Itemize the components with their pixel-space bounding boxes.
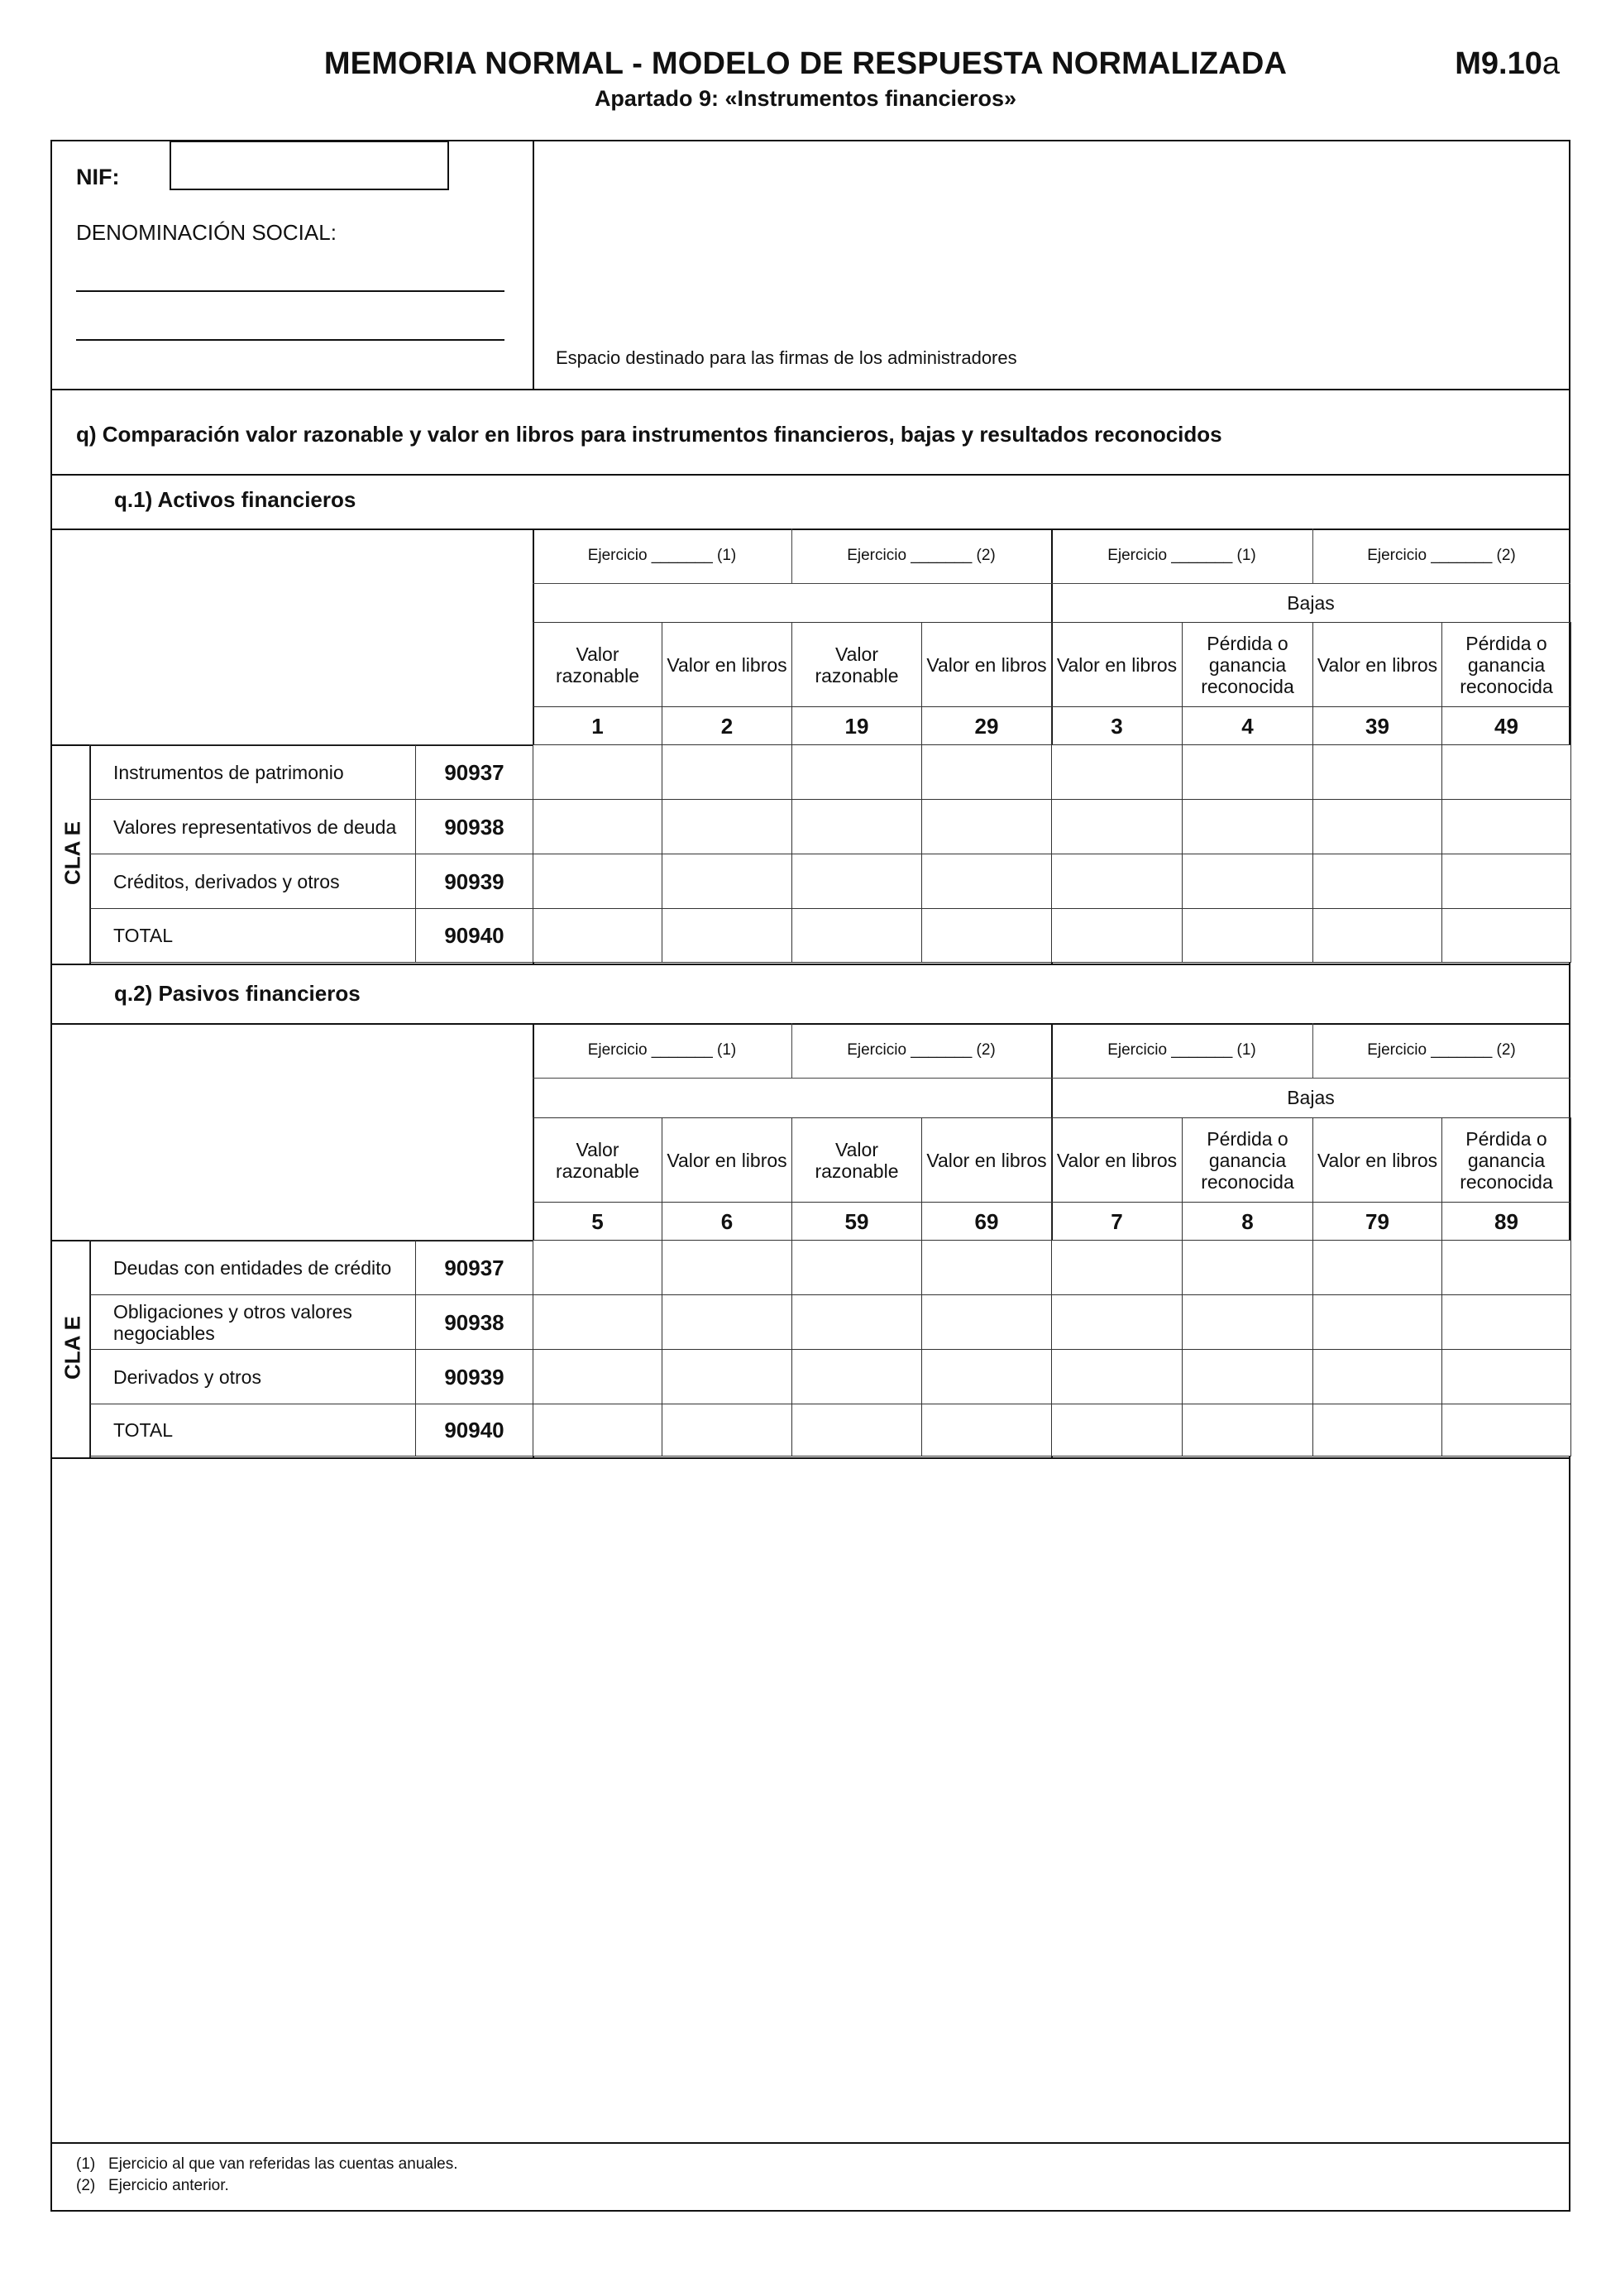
activos-col-number: 3: [1052, 707, 1183, 745]
pasivos-col-number: 8: [1183, 1203, 1313, 1241]
input-cell[interactable]: [1442, 1295, 1571, 1350]
input-cell[interactable]: [1183, 745, 1313, 800]
input-cell[interactable]: [533, 1295, 662, 1350]
footnote-2: (2) Ejercicio anterior.: [76, 2177, 229, 2194]
input-cell[interactable]: [533, 854, 662, 909]
pasivos-ej-bottom: [533, 1078, 1570, 1079]
input-cell[interactable]: [922, 745, 1052, 800]
activos-ejercicio-2: Ejercicio _______ (2): [847, 547, 996, 564]
pasivos-col-number: 69: [922, 1203, 1052, 1241]
activos-col-number: 2: [662, 707, 792, 745]
input-cell[interactable]: [1052, 745, 1183, 800]
page-title: MEMORIA NORMAL - MODELO DE RESPUESTA NORMALIZADA: [323, 46, 1288, 81]
input-cell[interactable]: [1183, 1241, 1313, 1295]
input-cell[interactable]: [922, 854, 1052, 909]
pasivos-col-header: Valor en libros: [1313, 1118, 1442, 1203]
activos-table-bottom: [50, 964, 1570, 965]
activos-ejercicio-3: Ejercicio _______ (1): [1107, 547, 1256, 564]
pasivos-col-header: Valor en libros: [922, 1118, 1052, 1203]
section-q-title: q) Comparación valor razonable y valor en libros para instrumentos financieros, bajas y resultados reconocidos: [76, 422, 1222, 447]
pasivos-clase-label: CLA E: [60, 1315, 85, 1380]
input-cell[interactable]: [1442, 854, 1571, 909]
activos-col-header: Valor razonable: [533, 623, 662, 707]
activos-col-number: 19: [792, 707, 922, 745]
row-label: Deudas con entidades de crédito: [90, 1241, 416, 1295]
input-cell[interactable]: [792, 909, 922, 963]
pasivos-ejercicio-4: Ejercicio _______ (2): [1367, 1041, 1516, 1059]
input-cell[interactable]: [1313, 1295, 1442, 1350]
activos-col-number: 29: [922, 707, 1052, 745]
activos-ej-bottom: [533, 583, 1570, 584]
activos-title-line: [50, 529, 1570, 530]
input-cell[interactable]: [792, 745, 922, 800]
input-cell[interactable]: [1052, 1350, 1183, 1404]
nif-input-box[interactable]: [170, 141, 449, 190]
input-cell[interactable]: [533, 1350, 662, 1404]
row-label: Créditos, derivados y otros: [90, 854, 416, 909]
section-q-top-line: [50, 389, 1570, 390]
row-label: Instrumentos de patrimonio: [90, 745, 416, 800]
input-cell[interactable]: [533, 909, 662, 963]
id-divider: [533, 140, 534, 390]
activos-col-header: Valor en libros: [1313, 623, 1442, 707]
row-label: Derivados y otros: [90, 1350, 416, 1404]
activos-column-headers: [533, 622, 1571, 745]
input-cell[interactable]: [1183, 854, 1313, 909]
pasivos-bajas-label: Bajas: [1287, 1087, 1335, 1108]
input-cell[interactable]: [1052, 1295, 1183, 1350]
input-cell[interactable]: [1313, 1241, 1442, 1295]
input-cell[interactable]: [1052, 909, 1183, 963]
input-cell[interactable]: [1442, 745, 1571, 800]
input-cell[interactable]: [922, 800, 1052, 854]
input-cell[interactable]: [533, 1404, 662, 1457]
input-cell[interactable]: [922, 1295, 1052, 1350]
page-subtitle: Apartado 9: «Instrumentos financieros»: [594, 86, 1017, 111]
input-cell[interactable]: [533, 1241, 662, 1295]
input-cell[interactable]: [1313, 800, 1442, 854]
denominacion-line-1[interactable]: [76, 290, 504, 292]
input-cell[interactable]: [1183, 1404, 1313, 1457]
activos-ejercicio-4: Ejercicio _______ (2): [1367, 547, 1516, 564]
nif-label: NIF:: [76, 165, 120, 189]
activos-col-header: Pérdida o ganancia reconocida: [1442, 623, 1571, 707]
table-row: [90, 854, 1571, 909]
row-code: 90937: [416, 745, 533, 800]
table-row: [90, 909, 1571, 963]
pasivos-title: q.2) Pasivos financieros: [114, 981, 361, 1006]
input-cell[interactable]: [1313, 1350, 1442, 1404]
activos-table: [89, 744, 1571, 963]
pasivos-col-header: Pérdida o ganancia reconocida: [1183, 1118, 1313, 1203]
pasivos-col-number: 5: [533, 1203, 662, 1241]
input-cell[interactable]: [662, 1241, 792, 1295]
pasivos-title-line: [50, 1023, 1570, 1025]
input-cell[interactable]: [792, 800, 922, 854]
row-code: 90939: [416, 854, 533, 909]
pasivos-column-headers: [533, 1117, 1571, 1241]
row-code: 90939: [416, 1350, 533, 1404]
footnotes-top-line: [50, 2142, 1570, 2144]
denominacion-label: DENOMINACIÓN SOCIAL:: [76, 220, 337, 245]
row-label: Obligaciones y otros valores negociables: [90, 1295, 416, 1350]
activos-col-header: Valor en libros: [662, 623, 792, 707]
pasivos-ejercicio-3: Ejercicio _______ (1): [1107, 1041, 1256, 1059]
model-code-suffix: a: [1542, 46, 1560, 81]
input-cell[interactable]: [792, 1404, 922, 1457]
activos-col-header: Valor razonable: [792, 623, 922, 707]
input-cell[interactable]: [1442, 1404, 1571, 1457]
blank-notes-area[interactable]: [51, 1459, 1569, 2141]
input-cell[interactable]: [922, 909, 1052, 963]
input-cell[interactable]: [792, 1350, 922, 1404]
pasivos-col-number: 59: [792, 1203, 922, 1241]
activos-col-number: 4: [1183, 707, 1313, 745]
activos-col-number: 1: [533, 707, 662, 745]
row-code: 90938: [416, 800, 533, 854]
input-cell[interactable]: [1052, 854, 1183, 909]
pasivos-table: [89, 1240, 1571, 1457]
pasivos-col-header: Valor razonable: [792, 1118, 922, 1203]
input-cell[interactable]: [662, 909, 792, 963]
section-q-bottom-line: [50, 474, 1570, 476]
pasivos-col-number: 7: [1052, 1203, 1183, 1241]
row-code: 90940: [416, 1404, 533, 1457]
input-cell[interactable]: [1313, 1404, 1442, 1457]
input-cell[interactable]: [922, 1350, 1052, 1404]
model-code-main: M9.10: [1455, 46, 1542, 81]
footnote-1: (1) Ejercicio al que van referidas las cuentas anuales.: [76, 2155, 458, 2173]
table-row: [90, 1350, 1571, 1404]
input-cell[interactable]: [792, 1295, 922, 1350]
activos-col-number: 39: [1313, 707, 1442, 745]
pasivos-col-number: 89: [1442, 1203, 1571, 1241]
input-cell[interactable]: [1183, 909, 1313, 963]
input-cell[interactable]: [1313, 909, 1442, 963]
pasivos-col-number: 6: [662, 1203, 792, 1241]
row-code: 90937: [416, 1241, 533, 1295]
input-cell[interactable]: [662, 1350, 792, 1404]
table-row: [90, 1404, 1571, 1457]
input-cell[interactable]: [922, 1241, 1052, 1295]
activos-clase-label: CLA E: [60, 820, 85, 886]
input-cell[interactable]: [1442, 909, 1571, 963]
input-cell[interactable]: [1442, 1241, 1571, 1295]
firmas-label: Espacio destinado para las firmas de los administradores: [556, 347, 1017, 368]
input-cell[interactable]: [1313, 745, 1442, 800]
input-cell[interactable]: [1313, 854, 1442, 909]
model-code: [1455, 46, 1560, 82]
row-label: Valores representativos de deuda: [90, 800, 416, 854]
input-cell[interactable]: [1442, 1350, 1571, 1404]
pasivos-ejercicio-1: Ejercicio _______ (1): [587, 1041, 737, 1059]
input-cell[interactable]: [792, 1241, 922, 1295]
input-cell[interactable]: [922, 1404, 1052, 1457]
input-cell[interactable]: [792, 854, 922, 909]
row-label-total: TOTAL: [90, 909, 416, 963]
footnotes: [76, 2154, 458, 2197]
activos-bajas-label: Bajas: [1287, 592, 1335, 614]
input-cell[interactable]: [662, 1295, 792, 1350]
input-cell[interactable]: [1442, 800, 1571, 854]
table-row: [90, 745, 1571, 800]
activos-title: q.1) Activos financieros: [114, 487, 356, 512]
activos-col-number: 49: [1442, 707, 1571, 745]
row-code: 90938: [416, 1295, 533, 1350]
input-cell[interactable]: [662, 745, 792, 800]
input-cell[interactable]: [662, 800, 792, 854]
input-cell[interactable]: [1052, 1241, 1183, 1295]
table-row: [90, 800, 1571, 854]
pasivos-col-header: Valor razonable: [533, 1118, 662, 1203]
input-cell[interactable]: [1183, 1350, 1313, 1404]
row-code: 90940: [416, 909, 533, 963]
input-cell[interactable]: [1052, 1404, 1183, 1457]
row-label-total: TOTAL: [90, 1404, 416, 1457]
input-cell[interactable]: [533, 745, 662, 800]
activos-col-header: Pérdida o ganancia reconocida: [1183, 623, 1313, 707]
input-cell[interactable]: [662, 1404, 792, 1457]
input-cell[interactable]: [1183, 1295, 1313, 1350]
activos-ejercicio-1: Ejercicio _______ (1): [587, 547, 737, 564]
input-cell[interactable]: [1183, 800, 1313, 854]
input-cell[interactable]: [1052, 800, 1183, 854]
pasivos-ejercicio-2: Ejercicio _______ (2): [847, 1041, 996, 1059]
table-row: [90, 1295, 1571, 1350]
pasivos-col-header: Pérdida o ganancia reconocida: [1442, 1118, 1571, 1203]
denominacion-line-2[interactable]: [76, 339, 504, 341]
pasivos-col-number: 79: [1313, 1203, 1442, 1241]
input-cell[interactable]: [533, 800, 662, 854]
activos-col-header: Valor en libros: [922, 623, 1052, 707]
pasivos-col-header: Valor en libros: [662, 1118, 792, 1203]
activos-col-header: Valor en libros: [1052, 623, 1183, 707]
input-cell[interactable]: [662, 854, 792, 909]
pasivos-col-header: Valor en libros: [1052, 1118, 1183, 1203]
table-row: [90, 1241, 1571, 1295]
